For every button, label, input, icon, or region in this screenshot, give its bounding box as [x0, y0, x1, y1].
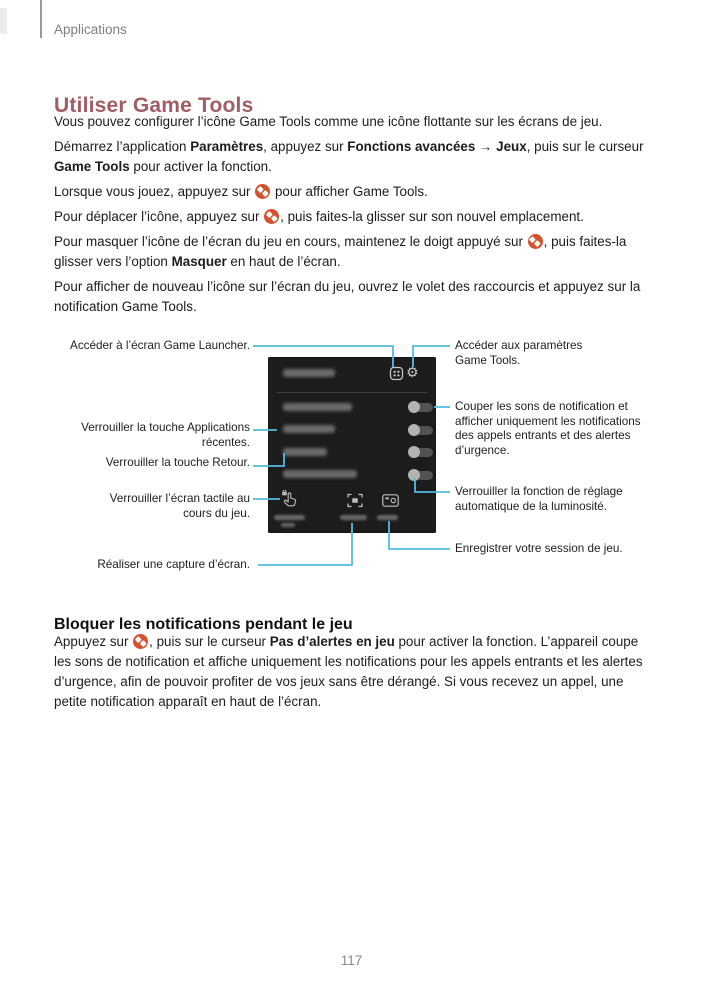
- screenshot-icon: [347, 493, 363, 508]
- bold-game-tools: Game Tools: [54, 159, 130, 174]
- bold-hide: Masquer: [171, 254, 227, 269]
- callout-lock-back: Verrouiller la touche Retour.: [105, 456, 250, 469]
- intro-paragraphs: [54, 112, 654, 322]
- text-segment: en haut de l’écran.: [226, 254, 341, 269]
- block-notifications-paragraph: [54, 632, 654, 717]
- text-segment: pour activer la fonction. L’appareil coupe les sons de notification et affiche uniquement les notifications pour les appels entrants et les alertes d’urgence, afin de pouvoir profiter de vos jeux sans être dérangé. Si vous recevez un appel, une petite notification apparaît en haut de l’écran.: [54, 634, 643, 709]
- text-segment: pour afficher Game Tools.: [271, 184, 428, 199]
- panel-title-blur: [283, 369, 335, 377]
- game-tools-icon: [255, 184, 270, 199]
- callout-game-launcher: Accéder à l’écran Game Launcher.: [70, 339, 250, 352]
- paragraph-reshow: [54, 277, 654, 317]
- arrow-glyph: →: [475, 139, 497, 154]
- game-tools-diagram: [0, 336, 703, 586]
- bold-games: Jeux: [496, 139, 527, 154]
- page-title: Utiliser Game Tools: [54, 94, 254, 118]
- touch-lock-icon: [281, 490, 299, 508]
- callout-lock-touch: Verrouiller l’écran tactile au cours du jeu.: [109, 492, 250, 520]
- text-segment: Vous pouvez configurer l’icône Game Tools comme une icône flottante sur les écrans de jeu.: [54, 114, 603, 129]
- callout-screenshot: Réaliser une capture d’écran.: [97, 558, 250, 571]
- text-segment: Appuyez sur: [54, 634, 133, 649]
- section-heading-block-notifications: Bloquer les notifications pendant le jeu: [54, 616, 353, 634]
- record-icon: [382, 494, 399, 507]
- paragraph-hide: [54, 232, 654, 272]
- text-segment: Pour afficher de nouveau l’icône sur l’écran du jeu, ouvrez le volet des raccourcis et appuyez sur la notification Game Tools.: [54, 279, 641, 314]
- text-segment: Pour déplacer l’icône, appuyez sur: [54, 209, 264, 224]
- callout-lock-recents: Verrouiller la touche Applications récentes.: [81, 421, 250, 449]
- text-segment: pour activer la fonction.: [129, 159, 272, 174]
- page-number: 117: [340, 953, 363, 968]
- page-edge-tab: [0, 8, 7, 34]
- menu-row-blur: [283, 470, 357, 478]
- text-segment: , appuyez sur: [263, 139, 348, 154]
- game-tools-panel: [268, 357, 436, 533]
- game-tools-icon: [528, 234, 543, 249]
- icon-label-blur: [377, 515, 398, 520]
- game-tools-icon: [133, 634, 148, 649]
- icon-label-blur: [281, 523, 295, 527]
- toggle-switch: [408, 469, 433, 481]
- text-segment: Pour masquer l’icône de l’écran du jeu en cours, maintenez le doigt appuyé sur: [54, 234, 527, 249]
- text-segment: , puis faites-la glisser vers l’option: [54, 234, 627, 269]
- menu-row-blur: [283, 425, 335, 433]
- paragraph-overview: [54, 112, 654, 132]
- bold-no-alerts: Pas d’alertes en jeu: [269, 634, 395, 649]
- icon-label-blur: [274, 515, 305, 520]
- callout-brightness-lock: Verrouiller la fonction de réglage automatique de la luminosité.: [455, 485, 623, 513]
- callout-record: Enregistrer votre session de jeu.: [455, 542, 623, 555]
- menu-row-blur: [283, 403, 352, 411]
- icon-label-blur: [340, 515, 367, 520]
- callout-mute-notifications: Couper les sons de notification et afficher uniquement les notifications des appels entrants et des alertes d’urgence.: [455, 400, 641, 457]
- callout-settings: Accéder aux paramètres Game Tools.: [455, 339, 583, 367]
- text-segment: Lorsque vous jouez, appuyez sur: [54, 184, 255, 199]
- gear-icon: ⚙: [406, 365, 419, 381]
- toggle-switch: [408, 446, 433, 458]
- text-segment: Démarrez l’application: [54, 139, 191, 154]
- chapter-header: Applications: [54, 22, 127, 37]
- text-segment: , puis faites-la glisser sur son nouvel emplacement.: [280, 209, 584, 224]
- bold-advanced-features: Fonctions avancées: [347, 139, 476, 154]
- bold-settings: Paramètres: [190, 139, 264, 154]
- toggle-switch: [408, 401, 433, 413]
- game-tools-icon: [264, 209, 279, 224]
- toggle-switch: [408, 424, 433, 436]
- paragraph-activation: [54, 137, 654, 177]
- panel-divider: [277, 392, 427, 393]
- paragraph-no-alerts: [54, 632, 654, 712]
- paragraph-move: [54, 207, 654, 227]
- game-launcher-icon: [389, 366, 404, 381]
- header-divider: [40, 0, 42, 38]
- menu-row-blur: [283, 448, 327, 456]
- text-segment: , puis sur le curseur: [526, 139, 644, 154]
- text-segment: , puis sur le curseur: [149, 634, 270, 649]
- paragraph-show: [54, 182, 654, 202]
